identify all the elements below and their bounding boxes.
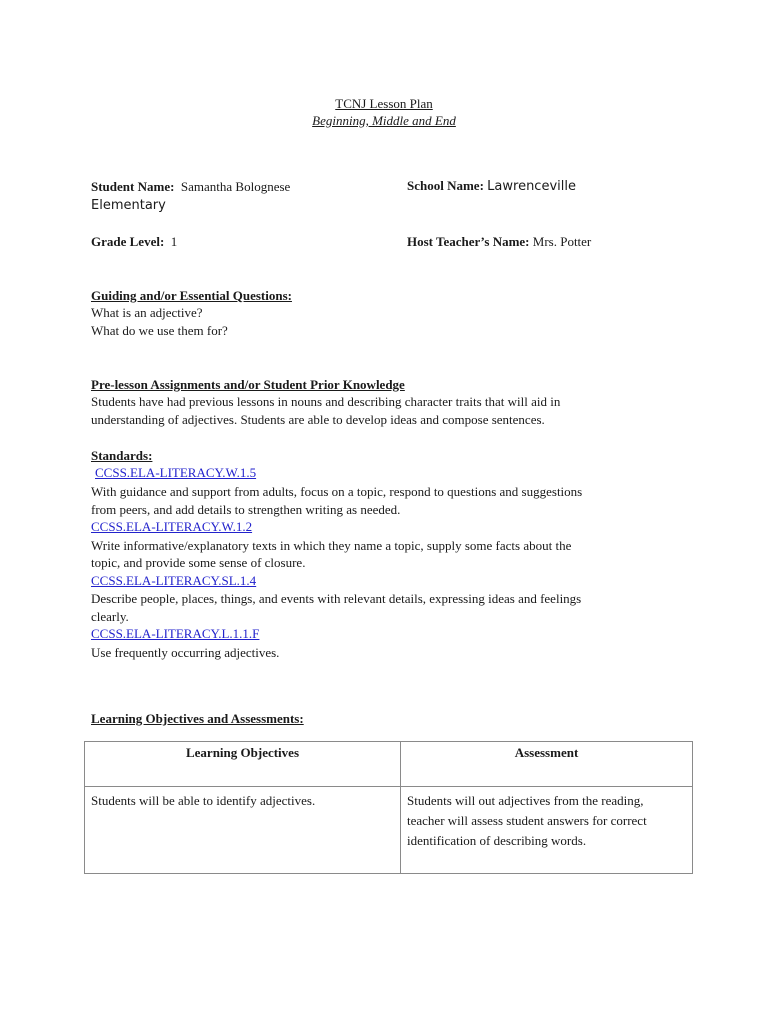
grade-level-label: Grade Level: <box>91 234 165 249</box>
column-header-objectives: Learning Objectives <box>85 742 401 787</box>
page-title: TCNJ Lesson Plan <box>335 96 433 111</box>
standards-heading: Standards: <box>91 448 153 463</box>
standard-description-line: from peers, and add details to strengthen writing as needed. <box>91 502 401 517</box>
objective-text: Students will be able to identify adjectives. <box>91 793 316 808</box>
table-row <box>85 787 693 874</box>
objective-cell <box>85 787 401 874</box>
standard-link-w-1-5[interactable]: CCSS.ELA-LITERACY.W.1.5 <box>95 465 257 480</box>
guiding-question: What is an adjective? <box>91 305 203 320</box>
school-name-label: School Name: <box>407 178 484 193</box>
grade-level-value: 1 <box>170 234 178 249</box>
school-name-value-continued: Elementary <box>91 198 166 213</box>
prelesson-text-line: understanding of adjectives. Students are able to develop ideas and compose sentences. <box>91 412 545 427</box>
student-name-label: Student Name: <box>91 179 175 194</box>
guiding-question: What do we use them for? <box>91 323 228 338</box>
assessment-cell <box>401 787 693 874</box>
prelesson-heading: Pre-lesson Assignments and/or Student Prior Knowledge <box>91 377 405 392</box>
standard-description-line: Use frequently occurring adjectives. <box>91 645 280 660</box>
learning-objectives-heading: Learning Objectives and Assessments: <box>91 711 304 726</box>
school-name-value: Lawrenceville <box>487 179 576 194</box>
standard-description-line: Write informative/explanatory texts in which they name a topic, supply some facts about the <box>91 538 572 553</box>
host-teacher-value: Mrs. Potter <box>532 234 592 249</box>
table-header-row <box>85 742 693 787</box>
host-teacher-row <box>407 234 591 250</box>
standard-description-line: With guidance and support from adults, focus on a topic, respond to questions and suggestions <box>91 484 583 499</box>
school-name-row <box>407 178 576 194</box>
guiding-questions-heading: Guiding and/or Essential Questions: <box>91 288 292 303</box>
student-name-row <box>91 179 290 195</box>
standard-description-line: Describe people, places, things, and events with relevant details, expressing ideas and feelings <box>91 591 582 606</box>
objectives-table <box>84 741 693 874</box>
assessment-text-line: identification of describing words. <box>407 833 587 848</box>
standard-description-line: topic, and provide some sense of closure. <box>91 555 306 570</box>
standard-description-line: clearly. <box>91 609 129 624</box>
grade-level-row <box>91 234 177 250</box>
student-name-value: Samantha Bolognese <box>180 179 291 194</box>
column-header-assessment: Assessment <box>401 742 693 787</box>
host-teacher-label: Host Teacher’s Name: <box>407 234 530 249</box>
prelesson-text-line: Students have had previous lessons in nouns and describing character traits that will aid in <box>91 394 561 409</box>
assessment-text-line: teacher will assess student answers for correct <box>407 813 647 828</box>
standard-link-l-1-1-f[interactable]: CCSS.ELA-LITERACY.L.1.1.F <box>91 626 260 641</box>
assessment-text-line: Students will out adjectives from the reading, <box>407 793 644 808</box>
page-subtitle: Beginning, Middle and End <box>312 113 456 128</box>
standard-link-w-1-2[interactable]: CCSS.ELA-LITERACY.W.1.2 <box>91 519 253 534</box>
standard-link-sl-1-4[interactable]: CCSS.ELA-LITERACY.SL.1.4 <box>91 573 257 588</box>
